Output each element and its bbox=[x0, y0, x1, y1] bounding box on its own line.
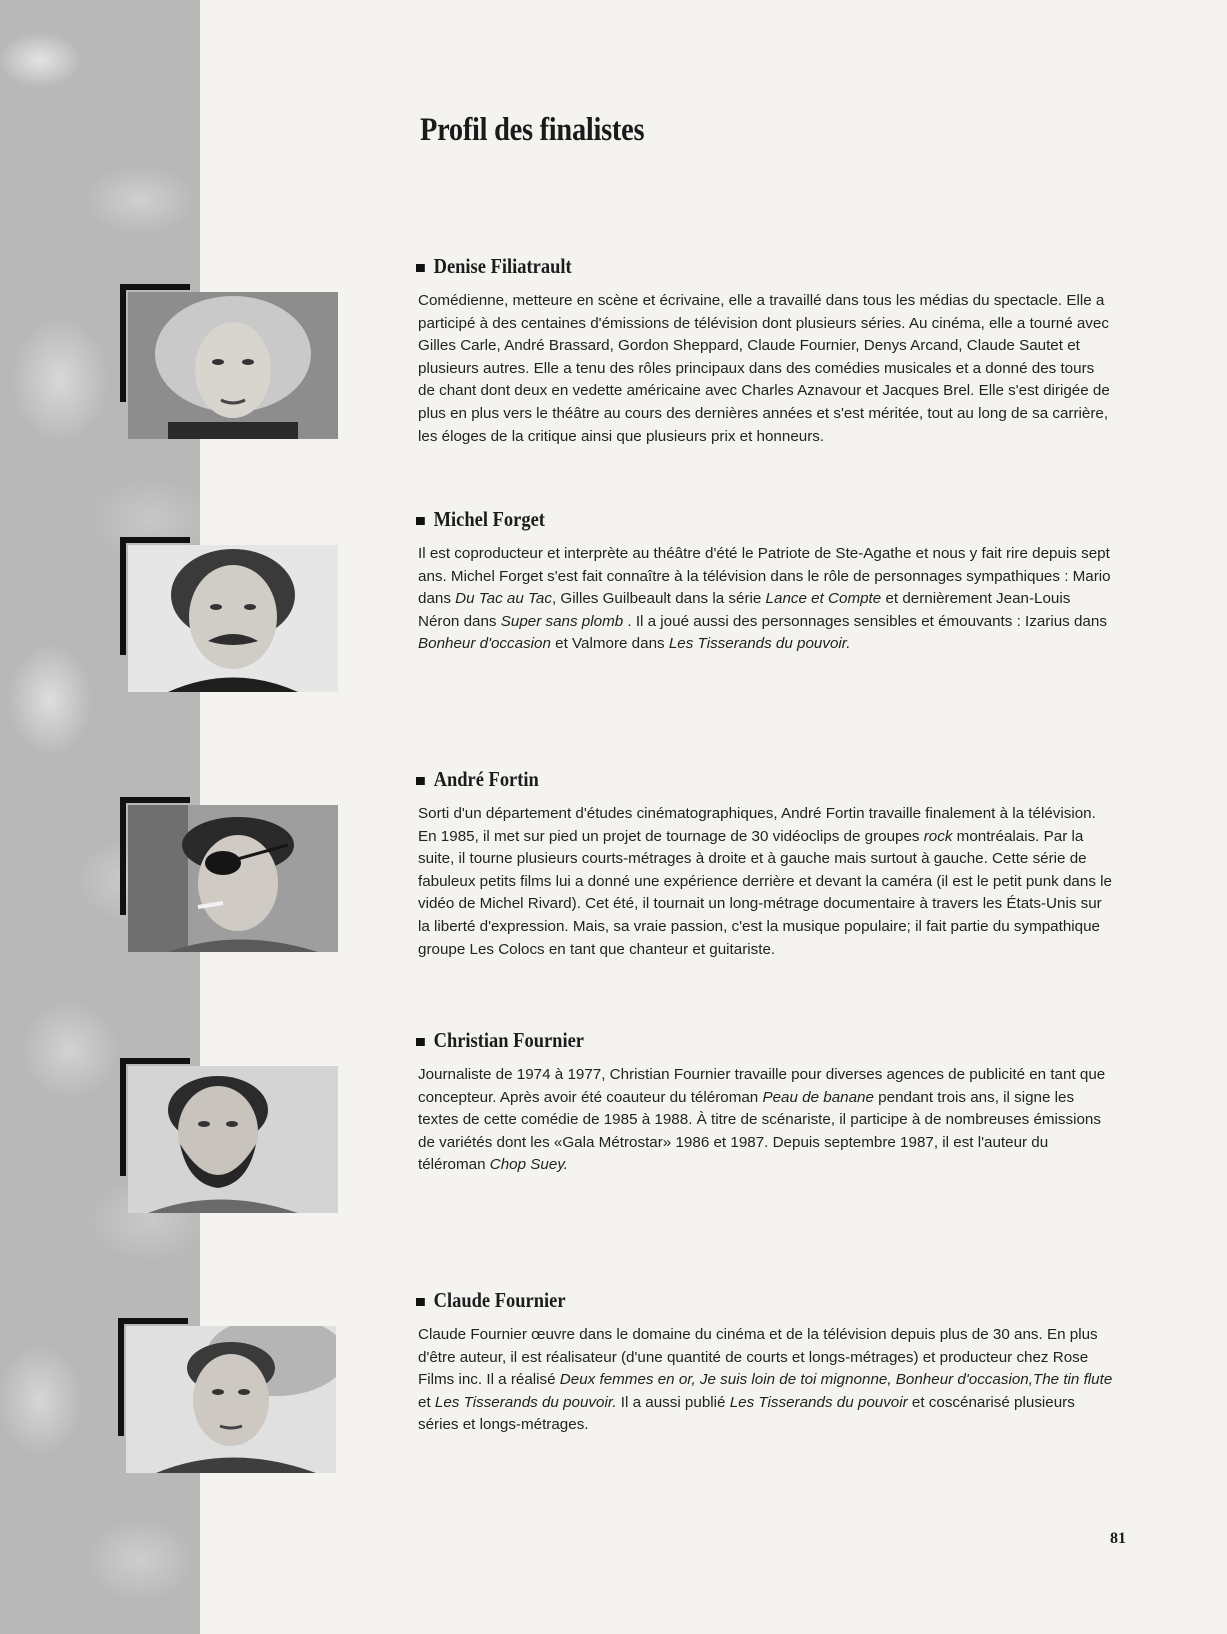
finalist-name-text: Claude Fournier bbox=[433, 1288, 566, 1312]
portrait-frame bbox=[118, 1318, 338, 1473]
finalist-bio bbox=[418, 543, 1113, 656]
bio-text-run: Claude Fournier œuvre dans le domaine du cinéma et de la télévision depuis plus de 30 ans. En plus d'être auteur, il est réalisateur (d'une quantité de courts et longs-métrages) et producteur chez Rose Films inc. Il a réalisé bbox=[418, 1326, 1098, 1389]
portrait-frame bbox=[120, 797, 340, 952]
portrait-photo bbox=[128, 805, 338, 952]
bio-text-run: Il est coproducteur et interprète au théâtre d'été le Patriote de Ste-Agathe et nous y fait rire depuis sept ans. Michel Forget s'est fait connaître à la télévision dans le rôle de personnages sympathiques : Mario dans bbox=[418, 545, 1111, 608]
bio-text-run: Journaliste de 1974 à 1977, Christian Fournier travaille pour diverses agences de publicité en tant que concepteur. Après avoir été coauteur du téléroman bbox=[418, 1066, 1106, 1106]
finalist-name bbox=[416, 507, 545, 532]
finalist-name-text: André Fortin bbox=[433, 767, 539, 791]
bio-italic-run: Deux femmes en or, Je suis loin de toi mignonne, Bonheur d'occasion,The tin flute bbox=[559, 1371, 1113, 1389]
portrait-photo bbox=[128, 292, 338, 439]
finalist-bio bbox=[418, 1324, 1113, 1437]
page-number: 81 bbox=[1110, 1530, 1126, 1547]
finalist-name-text: Christian Fournier bbox=[433, 1028, 585, 1052]
portrait-frame bbox=[120, 284, 340, 439]
bio-text-run: Il a aussi publié bbox=[616, 1393, 730, 1411]
portrait-photo bbox=[128, 545, 338, 692]
bullet-icon bbox=[416, 264, 425, 272]
bio-italic-run: Bonheur d'occasion bbox=[418, 635, 551, 653]
bio-italic-run: Lance et Compte bbox=[765, 590, 882, 608]
bullet-icon bbox=[416, 1298, 425, 1306]
bio-text-run: Comédienne, metteure en scène et écrivaine, elle a travaillé dans tous les médias du spectacle. Elle a participé à des centaines d'émissions de télévision dont plusieurs séries. Au cinéma, elle a tourné avec Gilles Carle, André Brassard, Gordon Sheppard, Claude Fournier, Denys Arcand, Claude Sautet et plusieurs autres. Elle a tenu des rôles principaux dans des comédies musicales et a donné des tours de chant dont deux en vedette américaine avec Charles Aznavour et Jacques Brel. Elle s'est dirigée de plus en plus vers le théâtre au cours des dernières années et s'est méritée, tout au long de sa carrière, les éloges de la critique ainsi que plusieurs prix et honneurs. bbox=[418, 292, 1110, 445]
bio-italic-run: Peau de banane bbox=[762, 1088, 874, 1106]
bio-italic-run: Les Tisserands du pouvoir. bbox=[434, 1393, 617, 1411]
finalist-name bbox=[416, 1288, 566, 1313]
portrait-frame bbox=[120, 1058, 340, 1213]
bullet-icon bbox=[416, 1038, 425, 1046]
bio-italic-run: Les Tisserands du pouvoir. bbox=[668, 635, 851, 653]
bio-italic-run: Les Tisserands du pouvoir bbox=[729, 1393, 908, 1411]
bio-text-run: , Gilles Guilbeault dans la série bbox=[551, 590, 766, 608]
bio-text-run: et dernièrement Jean-Louis Néron dans bbox=[418, 590, 1071, 630]
bio-italic-run: Chop Suey. bbox=[489, 1156, 569, 1174]
bio-text-run: Sorti d'un département d'études cinématographiques, André Fortin travaille finalement à la télévision. En 1985, il met sur pied un projet de tournage de 30 vidéoclips de groupes bbox=[418, 805, 1096, 845]
bio-text-run: montréalais. Par la suite, il tourne plusieurs courts-métrages à droite et à gauche mais surtout à gauche. Cette série de fabuleux petits films lui a donné une expérience derrière et devant la caméra (il est le petit punk dans le vidéo de Michel Rivard). Cet été, il tournait un long-métrage documentaire à travers les États-Unis sur la liberté d'expression. Mais, sa vraie passion, c'est la musique populaire; il fait partie du sympathique groupe Les Colocs en tant que chanteur et guitariste. bbox=[418, 827, 1112, 958]
bio-text-run: et Valmore dans bbox=[550, 635, 669, 653]
bio-text-run: et coscénarisé plusieurs séries et longs-métrages. bbox=[418, 1393, 1075, 1434]
bullet-icon bbox=[416, 777, 425, 785]
portrait-frame bbox=[120, 537, 340, 692]
portrait-photo bbox=[128, 1066, 338, 1213]
bio-italic-run: rock bbox=[923, 827, 953, 845]
bio-text-run: et bbox=[418, 1393, 435, 1411]
bio-italic-run: Super sans plomb bbox=[500, 612, 624, 630]
portrait-photo bbox=[126, 1326, 336, 1473]
finalist-name-text: Michel Forget bbox=[433, 507, 545, 531]
finalist-bio bbox=[418, 803, 1113, 961]
finalist-name bbox=[416, 254, 572, 279]
bio-text-run: pendant trois ans, il signe les textes de cette comédie de 1985 à 1988. À titre de scénariste, il participe à de nombreuses émissions de variétés dont les «Gala Métrostar» 1986 et 1987. Depuis septembre 1987, il est l'auteur du téléroman bbox=[418, 1088, 1101, 1174]
bio-text-run: . Il a joué aussi des personnages sensibles et émouvants : Izarius dans bbox=[623, 612, 1107, 630]
bio-italic-run: Du Tac au Tac bbox=[455, 590, 552, 608]
finalist-name bbox=[416, 767, 539, 792]
finalist-bio bbox=[418, 1064, 1113, 1177]
finalist-name bbox=[416, 1028, 584, 1053]
finalist-bio bbox=[418, 290, 1113, 448]
page-title: Profil des finalistes bbox=[420, 112, 645, 148]
bullet-icon bbox=[416, 517, 425, 525]
finalist-name-text: Denise Filiatrault bbox=[433, 254, 572, 278]
